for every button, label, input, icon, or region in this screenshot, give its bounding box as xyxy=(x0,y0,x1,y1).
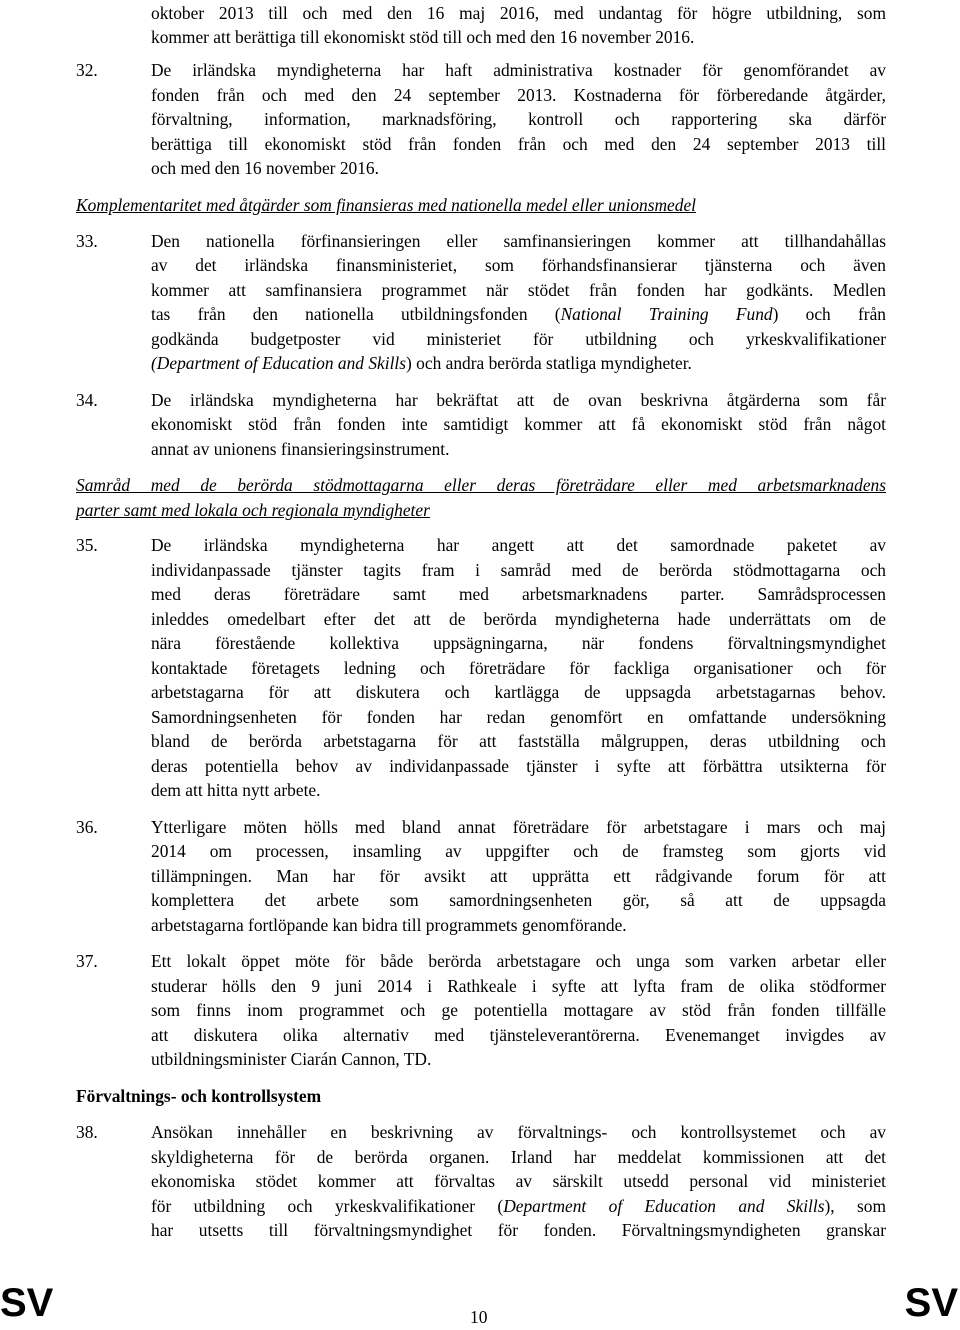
paragraph-line: ekonomiskt stöd från fonden inte samtidigt kommer att få ekonomiskt stöd från något xyxy=(151,414,886,434)
intro-line: kommer att berättiga till ekonomiskt stöd till och med den 16 november 2016. xyxy=(151,27,695,47)
text-run-italic: (Department of Education and Skills xyxy=(151,353,407,373)
paragraph-line: Ansökan innehåller en beskrivning av förvaltnings- och kontrollsystemet och av xyxy=(151,1122,886,1142)
paragraph-line: utbildningsminister Ciarán Cannon, TD. xyxy=(151,1049,432,1069)
page-number: 10 xyxy=(470,1307,488,1327)
paragraph-line: De irländska myndigheterna har haft administrativa kostnader för genomförandet av xyxy=(151,60,886,80)
paragraph-line: De irländska myndigheterna har angett att det samordnade paketet av xyxy=(151,535,886,555)
paragraph-line: med deras företrädare samt med arbetsmarknadens parter. Samrådsprocessen xyxy=(151,584,886,604)
paragraph-line: deras potentiella behov av individanpassade tjänster i syfte att förbättra utsikterna för xyxy=(151,756,886,776)
section-heading-text: parter samt med lokala och regionala myndigheter xyxy=(76,500,430,520)
paragraph-line: individanpassade tjänster tagits fram i samråd med de berörda stödmottagarna och xyxy=(151,560,886,580)
text-run: för utbildning och yrkeskvalifikationer ( xyxy=(151,1196,504,1216)
paragraph-line: Samordningsenheten för fonden har redan genomfört en omfattande undersökning xyxy=(151,707,886,727)
paragraph-line: nära förestående kollektiva uppsägningarna, när fondens förvaltningsmyndighet xyxy=(151,633,886,653)
text-run: tas från den nationella utbildningsfonden ( xyxy=(151,304,561,324)
paragraph-line: komplettera det arbete som samordningsenheten gör, så att de uppsagda xyxy=(151,890,886,910)
paragraph-number: 38. xyxy=(76,1122,98,1142)
footer-language-code-left: SV xyxy=(0,1281,54,1325)
paragraph-line: inleddes omedelbart efter det att de berörda myndigheterna hade underrättats om de xyxy=(151,609,886,629)
paragraph-number: 34. xyxy=(76,390,98,410)
paragraph-number: 33. xyxy=(76,231,98,251)
paragraph-line: kommer att samfinansiera programmet när stödet från fonden har godkänts. Medlen xyxy=(151,280,886,300)
text-run-italic: Department of Education and Skills xyxy=(503,1196,825,1216)
paragraph-number: 37. xyxy=(76,951,98,971)
paragraph-number: 35. xyxy=(76,535,98,555)
paragraph-line xyxy=(151,351,886,376)
paragraph-line: förvaltning, information, marknadsföring, kontroll och rapportering ska därför xyxy=(151,109,886,129)
paragraph-line: Ytterligare möten hölls med bland annat företrädare för arbetstagare i mars och maj xyxy=(151,817,886,837)
section-heading xyxy=(76,473,886,498)
paragraph-line: De irländska myndigheterna har bekräftat att de ovan beskrivna åtgärderna som får xyxy=(151,390,886,410)
section-heading: Förvaltnings- och kontrollsystem xyxy=(76,1086,322,1106)
paragraph-line: dem att hitta nytt arbete. xyxy=(151,780,321,800)
section-heading xyxy=(76,193,886,218)
paragraph-line: arbetstagarna för att diskutera och kartlägga de uppsagda arbetstagarnas behov. xyxy=(151,682,886,702)
paragraph-line xyxy=(151,302,886,327)
text-run: ), som xyxy=(824,1196,886,1216)
section-heading-text: Komplementaritet med åtgärder som finansieras med nationella medel eller unionsmedel xyxy=(76,195,697,215)
paragraph-line: godkända budgetposter vid ministeriet för utbildning och yrkeskvalifikationer xyxy=(151,329,886,349)
paragraph-line: ekonomiska stödet kommer att förvaltas av särskilt utsedd personal vid ministeriet xyxy=(151,1171,886,1191)
section-heading-text: Samråd med de berörda stödmottagarna eller deras företrädare eller med arbetsmarknadens xyxy=(76,475,886,495)
paragraph-line: Ett lokalt öppet möte för både berörda arbetstagare och unga som varken arbetar eller xyxy=(151,951,886,971)
paragraph-line xyxy=(151,1194,886,1219)
section-heading xyxy=(76,498,886,523)
paragraph-line: av det irländska finansministeriet, som förhandsfinansierar tjänsterna och även xyxy=(151,255,886,275)
paragraph-line: berättiga till ekonomiskt stöd från fonden från och med den 24 september 2013 till xyxy=(151,134,886,154)
text-run: ) och från xyxy=(772,304,886,324)
text-run-italic: National Training Fund xyxy=(560,304,773,324)
paragraph-line: att diskutera olika alternativ med tjänsteleverantörerna. Evenemanget invigdes av xyxy=(151,1025,886,1045)
paragraph-line: studerar hölls den 9 juni 2014 i Rathkeale i syfte att lyfta fram de olika stödformer xyxy=(151,976,886,996)
footer-language-code-right: SV xyxy=(904,1281,958,1325)
paragraph-number: 36. xyxy=(76,817,98,837)
paragraph-line: som finns inom programmet och ge potentiella mottagare av stöd från fonden tillfälle xyxy=(151,1000,886,1020)
paragraph-line: har utsetts till förvaltningsmyndighet för fonden. Förvaltningsmyndigheten granskar xyxy=(151,1220,886,1240)
paragraph-line: tillämpningen. Man har för avsikt att upprätta ett rådgivande forum för att xyxy=(151,866,886,886)
paragraph-line: annat av unionens finansieringsinstrument. xyxy=(151,439,450,459)
text-run: ) och andra berörda statliga myndigheter. xyxy=(406,353,692,373)
paragraph-line: bland de berörda arbetstagarna för att fastställa målgruppen, deras utbildning och xyxy=(151,731,886,751)
paragraph-line: fonden från och med den 24 september 2013. Kostnaderna för förberedande åtgärder, xyxy=(151,85,886,105)
paragraph-line: Den nationella förfinansieringen eller samfinansieringen kommer att tillhandahållas xyxy=(151,231,886,251)
paragraph-line: och med den 16 november 2016. xyxy=(151,158,379,178)
paragraph-line: arbetstagarna fortlöpande kan bidra till programmets genomförande. xyxy=(151,915,627,935)
paragraph-number: 32. xyxy=(76,60,98,80)
paragraph-line: skyldigheterna för de berörda organen. Irland har meddelat kommissionen att det xyxy=(151,1147,886,1167)
paragraph-line: 2014 om processen, insamling av uppgifter och de framsteg som gjorts vid xyxy=(151,841,886,861)
intro-line: oktober 2013 till och med den 16 maj 2016, med undantag för högre utbildning, som xyxy=(151,3,886,23)
paragraph-line: kontaktade företagets ledning och företrädare för fackliga organisationer och för xyxy=(151,658,886,678)
